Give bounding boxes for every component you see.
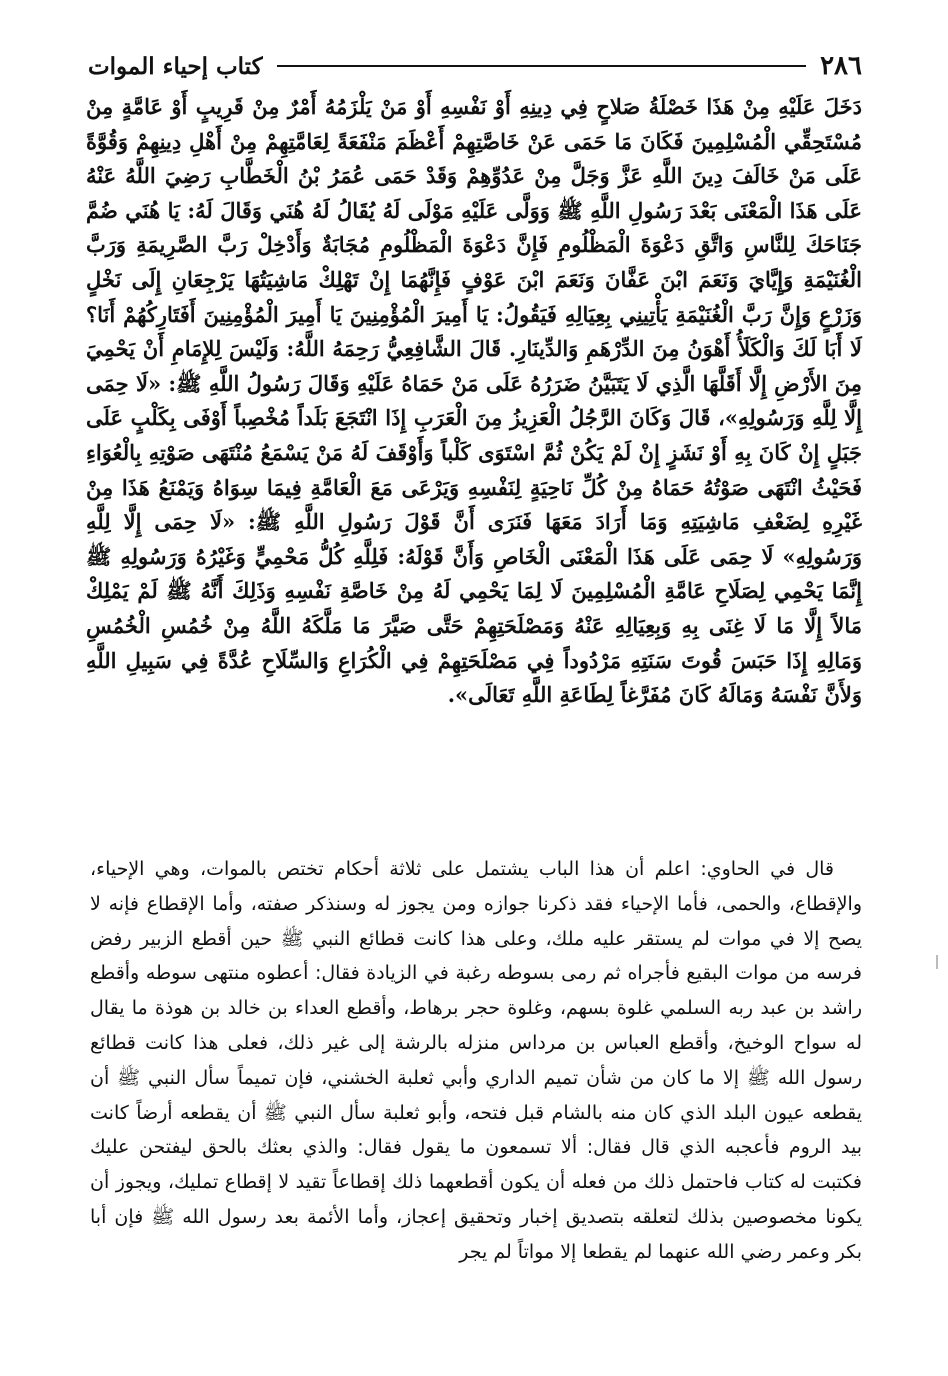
margin-mark — [936, 955, 938, 969]
matn-text-block — [86, 90, 862, 713]
book-title: كتاب إحياء الموات — [88, 52, 263, 80]
header-rule — [277, 65, 807, 67]
page-number: ٢٨٦ — [820, 51, 862, 81]
matn-paragraph: دَخَلَ عَلَيْهِ مِنْ هَذَا خَصْلَةُ صَلاحٍ فِي دِينِهِ أَوْ نَفْسِهِ أَوْ مَنْ يَلْزَمُهُ أَمْرٌ مِنْ قَرِيبٍ أَوْ عَامَّةٍ مِنْ مُسْتَحِقِّي الْمُسْلِمِينَ فَكَانَ مَا حَمَى عَنْ خَاصَّتِهِمْ أَعْظَمَ مَنْفَعَةً لِعَامَّتِهِمْ مِنْ أَهْلِ دِينِهِمْ وَقُوَّةً عَلَى مَنْ خَالَفَ دِينَ اللَّهِ عَزَّ وَجَلَّ مِنْ عَدُوِّهِمْ وَقَدْ حَمَى عُمَرُ بْنُ الْخَطَّابِ رَضِيَ اللَّهُ عَنْهُ عَلَى هَذَا الْمَعْنَى بَعْدَ رَسُولِ اللَّهِ ﷺ وَوَلَّى عَلَيْهِ مَوْلَى لَهُ يُقَالُ لَهُ هُنَي وَقَالَ لَهُ: يَا هُنَي ضُمَّ جَنَاحَكَ لِلنَّاسِ وَاتَّقِ دَعْوَةَ الْمَظْلُومِ فَإِنَّ دَعْوَةَ الْمَظْلُومِ مُجَابَةٌ وَأَدْخِلْ رَبَّ الصَّرِيمَةِ وَرَبَّ الْغُنَيْمَةِ وَإِيَّايَ وَنَعَمَ ابْنَ عَفَّانَ وَنَعَمَ ابْنَ عَوْفٍ فَإِنَّهُمَا إِنْ تَهْلِكْ مَاشِيَتُهَا يَرْجِعَانِ إِلَى نَخْلٍ وَزَرْعٍ وَإِنَّ رَبَّ الْغُنَيْمَةِ يَأْتِينِي بِعِيَالِهِ فَيَقُولُ: يَا أَمِيرَ الْمُؤْمِنِينَ يَا أَمِيرَ الْمُؤْمِنِينَ أَفَتَارِكُهُمْ أَنَا؟ لَا أَبَا لَكَ وَالْكَلَأُ أَهْوَنُ مِنَ الدِّرْهَمِ وَالدِّينَارِ. قَالَ الشَّافِعِيُّ رَحِمَهُ اللَّهُ: وَلَيْسَ لِلإِمَامِ أَنْ يَحْمِيَ مِنَ الأَرْضِ إِلَّا أَقَلَّهَا الَّذِي لَا يَتَبَيَّنُ ضَرَرُهُ عَلَى مَنْ حَمَاهُ عَلَيْهِ وَقَالَ رَسُولُ اللَّهِ ﷺ: «لَا حِمَى إِلَّا لِلَّهِ وَرَسُولِهِ»، قَالَ وَكَانَ الرَّجُلُ الْعَزِيزُ مِنَ الْعَرَبِ إِذَا انْتَجَعَ بَلَداً مُخْصِباً أَوْفَى بِكَلْبٍ عَلَى جَبَلٍ إِنْ كَانَ بِهِ أَوْ نَشَزٍ إِنْ لَمْ يَكُنْ ثُمَّ اسْتَوَى كَلْباً وَأَوْقَفَ لَهُ مَنْ يَسْمَعُ مُنْتَهَى صَوْتِهِ بِالْعُوَاءِ فَحَيْثُ انْتَهَى صَوْتُهُ حَمَاهُ مِنْ كُلِّ نَاحِيَةٍ لِنَفْسِهِ وَيَرْعَى مَعَ الْعَامَّةِ فِيمَا سِوَاهُ وَيَمْنَعُ هَذَا مِنْ غَيْرِهِ لِضَعْفِ مَاشِيَتِهِ وَمَا أَرَادَ مَعَهَا فَنَرَى أَنَّ قَوْلَ رَسُولِ اللَّهِ ﷺ: «لَا حِمَى إِلَّا لِلَّهِ وَرَسُولِهِ» لَا حِمَى عَلَى هَذَا الْمَعْنَى الْخَاصِ وَأَنَّ قَوْلَهُ: فَلِلَّهِ كُلُّ مَحْمِيٍّ وَغَيْرُهُ وَرَسُولِهِ ﷺ إِنَّمَا يَحْمِي لِصَلَاحِ عَامَّةِ الْمُسْلِمِينَ لَا لِمَا يَحْمِي لَهُ مِنْ خَاصَّةِ نَفْسِهِ وَذَلِكَ أَنَّهُ ﷺ لَمْ يَمْلِكْ مَالاً إِلَّا مَا لَا غِنَى بِهِ وَبِعِيَالِهِ عَنْهُ وَمَصْلَحَتِهِمْ حَتَّى صَيَّرَ مَا مَلَّكَهُ اللَّهُ مِنْ خُمُسِ الْخُمُسِ وَمَالِهِ إِذَا حَبَسَ قُوتَ سَنَتِهِ مَرْدُوداً فِي مَصْلَحَتِهِمْ فِي الْكُرَاعِ وَالسِّلَاحِ عُدَّةً فِي سَبِيلِ اللَّهِ وَلأَنَّ نَفْسَهُ وَمَالَهُ كَانَ مُفَرَّغاً لِطَاعَةِ اللَّهِ تَعَالَى». — [86, 94, 862, 708]
page-header — [88, 46, 862, 86]
commentary-text-block — [90, 852, 862, 1270]
commentary-paragraph: قال في الحاوي: اعلم أن هذا الباب يشتمل على ثلاثة أحكام تختص بالموات، وهي الإحياء، والإقطاع، والحمى، فأما الإحياء فقد ذكرنا جوازه ومن يجوز له وسنذكر صفته، وأما الإقطاع فإنه لا يصح إلا في موات لم يستقر عليه ملك، وعلى هذا كانت قطائع النبي ﷺ حين أقطع الزبير رفض فرسه من موات البقيع فأجراه ثم رمى بسوطه رغبة في الزيادة فقال: أعطوه منتهى سوطه وأقطع راشد بن عبد ربه السلمي غلوة بسهم، وغلوة حجر برهاط، وأقطع العداء بن خالد بن هوذة ما يقال له سواح الوخيخ، وأقطع العباس بن مرداس منزله بالرشة إلى غير ذلك، فعلى هذا كانت قطائع رسول الله ﷺ إلا ما كان من شأن تميم الداري وأبي ثعلبة الخشني، فإن تميماً سأل النبي ﷺ أن يقطعه عيون البلد الذي كان منه بالشام قبل فتحه، وأبو ثعلبة سأل النبي ﷺ أن يقطعه أرضاً كانت بيد الروم فأعجبه الذي قال فقال: ألا تسمعون ما يقول فقال: والذي بعثك بالحق ليفتحن عليك فكتبت له كتاب فاحتمل ذلك من فعله أن يكون أقطعهما ذلك إقطاعاً تقيد لا إقطاع تمليك، ويجوز أن يكونا مخصوصين بذلك لتعلقه بتصديق إخبار وتحقيق إعجاز، وأما الأئمة بعد رسول الله ﷺ فإن أبا بكر وعمر رضي الله عنهما لم يقطعا إلا مواتاً لم يجر — [90, 858, 862, 1263]
